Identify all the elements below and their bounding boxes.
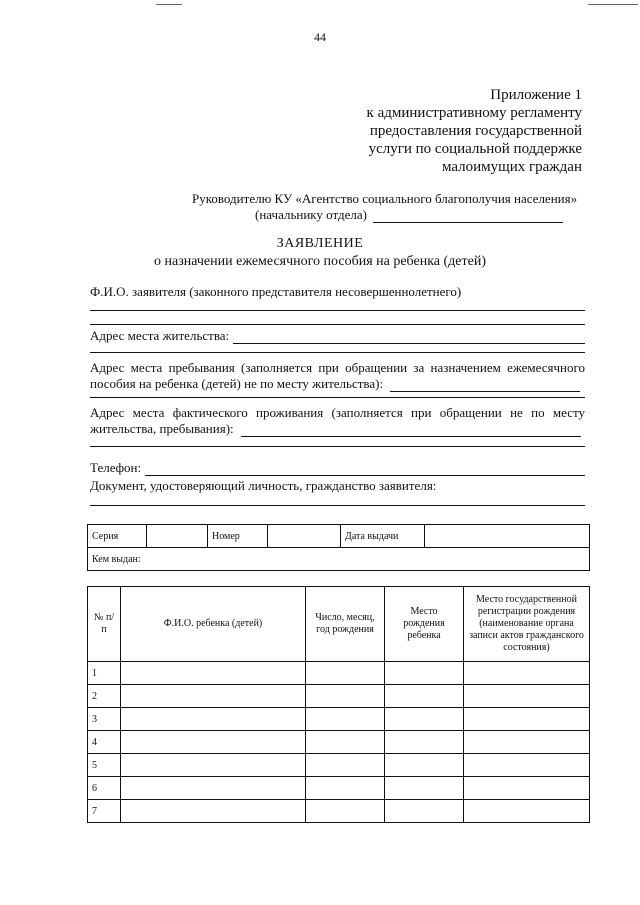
birth-date-cell[interactable] — [306, 731, 385, 754]
child-name-cell[interactable] — [121, 708, 306, 731]
children-table — [87, 586, 590, 823]
child-name-cell[interactable] — [121, 685, 306, 708]
applicant-name-label: Ф.И.О. заявителя (законного представителя несовершеннолетнего) — [90, 284, 462, 299]
table-row — [88, 708, 590, 731]
table-row — [88, 800, 590, 823]
scan-mark — [588, 4, 638, 5]
residence-field — [90, 328, 585, 344]
actual-address-line[interactable] — [90, 446, 585, 447]
residence-line[interactable] — [233, 332, 585, 344]
table-row — [88, 731, 590, 754]
series-value[interactable] — [147, 525, 208, 548]
row-number: 4 — [88, 731, 121, 754]
table-row — [88, 685, 590, 708]
identity-document-label: Документ, удостоверяющий личность, гражданство заявителя: — [90, 478, 437, 493]
addressee-line: Руководителю КУ «Агентство социального благополучия населения» — [192, 191, 578, 206]
child-name-cell[interactable] — [121, 777, 306, 800]
birthplace-cell[interactable] — [385, 754, 464, 777]
header-registration-place: Место государственной регистрации рождения (наименование органа записи актов гражданского состояния) — [464, 587, 590, 662]
birth-date-cell[interactable] — [306, 685, 385, 708]
registration-cell[interactable] — [464, 754, 590, 777]
phone-field — [90, 460, 585, 476]
table-row — [88, 754, 590, 777]
header-birth-date: Число, месяц, год рождения — [306, 587, 385, 662]
row-number: 2 — [88, 685, 121, 708]
birthplace-cell[interactable] — [385, 708, 464, 731]
child-name-cell[interactable] — [121, 731, 306, 754]
identity-document-table — [87, 524, 590, 571]
registration-cell[interactable] — [464, 777, 590, 800]
scan-mark — [156, 4, 182, 5]
row-number: 5 — [88, 754, 121, 777]
appendix-line: услуги по социальной поддержке — [368, 141, 582, 157]
appendix-line: к административному регламенту — [366, 105, 582, 121]
birth-date-cell[interactable] — [306, 800, 385, 823]
stay-address-field — [90, 360, 585, 392]
child-name-cell[interactable] — [121, 662, 306, 685]
header-child-name: Ф.И.О. ребенка (детей) — [121, 587, 306, 662]
addressee-fill-line[interactable] — [373, 211, 563, 223]
addressee-subline: (начальнику отдела) — [255, 207, 367, 222]
birthplace-cell[interactable] — [385, 800, 464, 823]
actual-address-line[interactable] — [241, 425, 581, 437]
birthplace-cell[interactable] — [385, 777, 464, 800]
table-row — [88, 777, 590, 800]
document-title — [0, 235, 640, 271]
birth-date-cell[interactable] — [306, 777, 385, 800]
registration-cell[interactable] — [464, 708, 590, 731]
row-number: 1 — [88, 662, 121, 685]
row-number: 7 — [88, 800, 121, 823]
number-label: Номер — [208, 525, 268, 548]
row-number: 6 — [88, 777, 121, 800]
table-row — [88, 662, 590, 685]
birth-date-cell[interactable] — [306, 662, 385, 685]
actual-address-field — [90, 405, 585, 437]
table-header-row — [88, 587, 590, 662]
stay-address-label: Адрес места пребывания (заполняется при обращении за назначением ежемесячного пособия на ребенка (детей) не по месту жительства): — [90, 360, 585, 391]
birthplace-cell[interactable] — [385, 731, 464, 754]
appendix-line: Приложение 1 — [490, 87, 582, 103]
issued-by-label: Кем выдан: — [92, 553, 141, 565]
header-num: № п/п — [88, 587, 121, 662]
applicant-name-line[interactable] — [90, 310, 585, 311]
page-number: 44 — [314, 30, 326, 44]
phone-label: Телефон: — [90, 460, 142, 475]
appendix-line: предоставления государственной — [369, 123, 582, 139]
identity-document-line[interactable] — [90, 505, 585, 506]
series-label: Серия — [88, 525, 147, 548]
title-main: ЗАЯВЛЕНИЕ — [276, 236, 364, 251]
phone-line[interactable] — [145, 464, 585, 476]
actual-address-label: Адрес места фактического проживания (заполняется при обращении не по месту жительства, пребывания): — [90, 405, 585, 436]
birthplace-cell[interactable] — [385, 685, 464, 708]
title-sub: о назначении ежемесячного пособия на ребенка (детей) — [154, 254, 486, 269]
birth-date-cell[interactable] — [306, 754, 385, 777]
issued-by-field[interactable] — [88, 548, 590, 571]
residence-label: Адрес места жительства: — [90, 328, 230, 343]
header-birthplace: Место рождения ребенка — [385, 587, 464, 662]
issue-date-value[interactable] — [425, 525, 590, 548]
row-number: 3 — [88, 708, 121, 731]
appendix-line: малоимущих граждан — [441, 159, 582, 175]
applicant-name-line[interactable] — [90, 324, 585, 325]
registration-cell[interactable] — [464, 685, 590, 708]
child-name-cell[interactable] — [121, 754, 306, 777]
registration-cell[interactable] — [464, 662, 590, 685]
birth-date-cell[interactable] — [306, 708, 385, 731]
registration-cell[interactable] — [464, 800, 590, 823]
number-value[interactable] — [268, 525, 341, 548]
stay-address-line[interactable] — [390, 380, 580, 392]
stay-address-line[interactable] — [90, 397, 585, 398]
birthplace-cell[interactable] — [385, 662, 464, 685]
appendix-header — [367, 86, 582, 176]
residence-line[interactable] — [90, 352, 585, 353]
addressee-block — [192, 191, 577, 223]
issue-date-label: Дата выдачи — [341, 525, 425, 548]
registration-cell[interactable] — [464, 731, 590, 754]
child-name-cell[interactable] — [121, 800, 306, 823]
